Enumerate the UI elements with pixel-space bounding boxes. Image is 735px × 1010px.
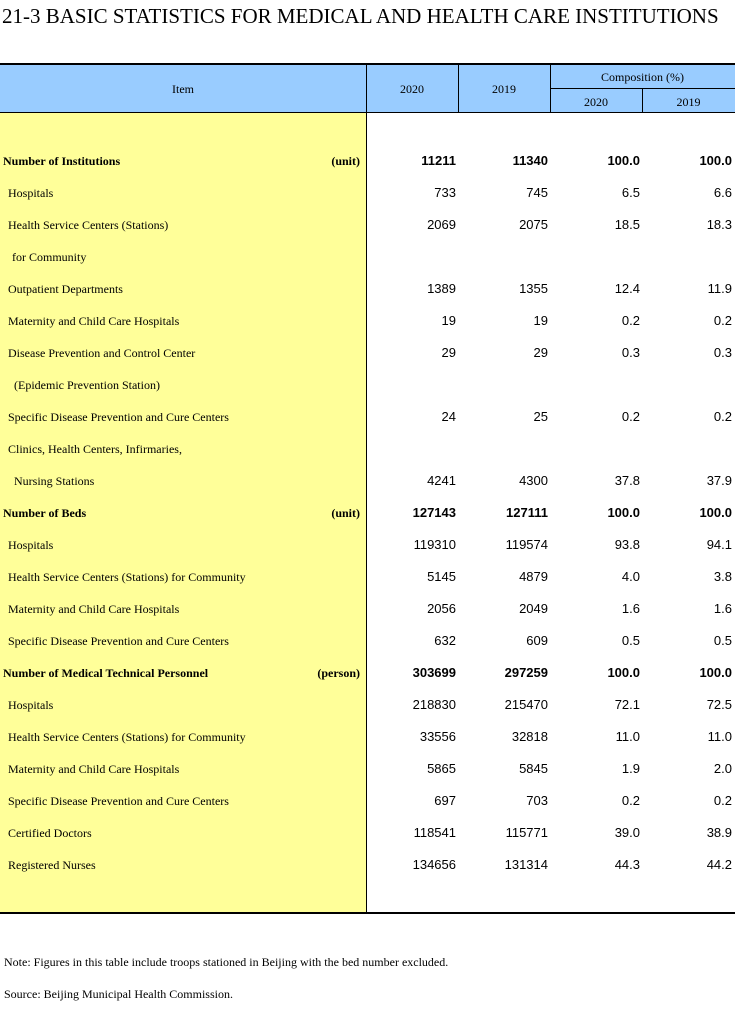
composition-2019: 37.9 xyxy=(706,473,732,488)
value-2020: 11211 xyxy=(421,153,456,168)
value-2019: 297259 xyxy=(504,665,548,680)
row-label: Registered Nurses xyxy=(8,858,96,872)
value-2019: 29 xyxy=(533,345,548,360)
value-2019: 131314 xyxy=(504,857,548,872)
composition-2020: 1.9 xyxy=(621,761,640,776)
row-label: Health Service Centers (Stations) for Community xyxy=(8,730,246,744)
composition-2019: 38.9 xyxy=(706,825,732,840)
composition-2019: 44.2 xyxy=(706,857,732,872)
row-unit: (person) xyxy=(317,666,360,680)
row-label: Maternity and Child Care Hospitals xyxy=(8,602,180,616)
value-2019: 119574 xyxy=(505,537,548,552)
value-2020: 134656 xyxy=(412,857,456,872)
table-row xyxy=(0,657,735,689)
table-row xyxy=(0,849,735,881)
composition-2019: 1.6 xyxy=(713,601,732,616)
composition-2020: 12.4 xyxy=(614,281,640,296)
row-label: Maternity and Child Care Hospitals xyxy=(8,762,180,776)
composition-2020: 44.3 xyxy=(614,857,640,872)
row-label: Specific Disease Prevention and Cure Centers xyxy=(8,794,229,808)
value-2019: 11340 xyxy=(512,153,548,168)
header-bottom-rule xyxy=(0,112,735,113)
composition-2019: 2.0 xyxy=(713,761,732,776)
header-composition: Composition (%) xyxy=(601,70,684,84)
composition-2020: 0.2 xyxy=(621,313,640,328)
value-2019: 4879 xyxy=(519,569,548,584)
composition-2019: 100.0 xyxy=(699,665,732,680)
composition-2020: 100.0 xyxy=(607,665,640,680)
row-label: Hospitals xyxy=(8,698,54,712)
row-label: Number of Institutions xyxy=(3,154,121,168)
table-row xyxy=(0,465,735,497)
table-row xyxy=(0,177,735,209)
value-2019: 32818 xyxy=(511,729,548,744)
row-label: (Epidemic Prevention Station) xyxy=(14,378,160,392)
composition-2020: 100.0 xyxy=(607,505,640,520)
table-row xyxy=(0,337,735,369)
table-row xyxy=(0,529,735,561)
table-row xyxy=(0,241,735,273)
value-2019: 19 xyxy=(533,313,548,328)
value-2020: 697 xyxy=(434,793,456,808)
table-row xyxy=(0,561,735,593)
header-2019: 2019 xyxy=(492,82,516,96)
composition-2019: 18.3 xyxy=(706,217,732,232)
composition-2019: 0.5 xyxy=(713,633,732,648)
composition-2020: 37.8 xyxy=(614,473,640,488)
row-label: for Community xyxy=(12,250,87,264)
composition-2020: 6.5 xyxy=(621,185,640,200)
table-row xyxy=(0,785,735,817)
composition-2019: 0.2 xyxy=(713,313,732,328)
composition-2019: 94.1 xyxy=(706,537,732,552)
composition-2020: 72.1 xyxy=(614,697,640,712)
table-row xyxy=(0,689,735,721)
value-2020: 2056 xyxy=(427,601,456,616)
value-2020: 119310 xyxy=(413,537,456,552)
row-unit: (unit) xyxy=(331,506,360,520)
composition-2020: 100.0 xyxy=(607,153,640,168)
table-row xyxy=(0,625,735,657)
composition-2020: 93.8 xyxy=(614,537,640,552)
row-label: Number of Medical Technical Personnel xyxy=(3,666,209,680)
table-row xyxy=(0,401,735,433)
table-row xyxy=(0,817,735,849)
row-label: Number of Beds xyxy=(3,506,87,520)
table-top-rule xyxy=(0,63,735,65)
composition-2019: 0.2 xyxy=(713,409,732,424)
table-row xyxy=(0,273,735,305)
composition-2020: 0.2 xyxy=(621,793,640,808)
table-row xyxy=(0,753,735,785)
value-2020: 5865 xyxy=(427,761,456,776)
value-2020: 4241 xyxy=(427,473,456,488)
value-2019: 703 xyxy=(526,793,548,808)
value-2020: 218830 xyxy=(412,697,456,712)
row-label: Health Service Centers (Stations) xyxy=(8,218,169,232)
composition-2019: 0.3 xyxy=(713,345,732,360)
row-unit: (unit) xyxy=(331,154,360,168)
row-label: Clinics, Health Centers, Infirmaries, xyxy=(8,442,182,456)
composition-2019: 100.0 xyxy=(699,505,732,520)
table-row xyxy=(0,209,735,241)
row-label: Disease Prevention and Control Center xyxy=(8,346,196,360)
header-divider-1 xyxy=(458,64,459,113)
value-2020: 5145 xyxy=(427,569,456,584)
value-2019: 25 xyxy=(533,409,548,424)
composition-2020: 0.3 xyxy=(621,345,640,360)
composition-2020: 39.0 xyxy=(614,825,640,840)
row-label: Specific Disease Prevention and Cure Centers xyxy=(8,634,229,648)
composition-2019: 0.2 xyxy=(713,793,732,808)
value-2020: 303699 xyxy=(412,665,456,680)
composition-2020: 0.2 xyxy=(621,409,640,424)
header-divider-3 xyxy=(642,88,643,113)
value-2019: 2075 xyxy=(519,217,548,232)
row-label: Hospitals xyxy=(8,186,54,200)
row-label: Maternity and Child Care Hospitals xyxy=(8,314,180,328)
value-2019: 2049 xyxy=(519,601,548,616)
value-2020: 2069 xyxy=(427,217,456,232)
value-2020: 1389 xyxy=(427,281,456,296)
header-item: Item xyxy=(172,82,194,96)
header-composition-2020: 2020 xyxy=(584,95,608,109)
table-row xyxy=(0,369,735,401)
value-2019: 115771 xyxy=(505,825,548,840)
value-2019: 1355 xyxy=(519,281,548,296)
value-2020: 127143 xyxy=(412,505,456,520)
table-bottom-rule xyxy=(0,912,735,914)
composition-2019: 72.5 xyxy=(706,697,732,712)
value-2020: 632 xyxy=(434,633,456,648)
value-2019: 609 xyxy=(526,633,548,648)
composition-2019: 100.0 xyxy=(699,153,732,168)
header-divider-2 xyxy=(550,64,551,113)
composition-2020: 18.5 xyxy=(614,217,640,232)
header-2020: 2020 xyxy=(400,82,424,96)
table-row xyxy=(0,721,735,753)
value-2020: 24 xyxy=(441,409,456,424)
composition-2020: 1.6 xyxy=(621,601,640,616)
composition-2020: 0.5 xyxy=(621,633,640,648)
table-row xyxy=(0,145,735,177)
page-title: 21-3 BASIC STATISTICS FOR MEDICAL AND HEALTH CARE INSTITUTIONS xyxy=(2,4,719,28)
row-label: Specific Disease Prevention and Cure Centers xyxy=(8,410,229,424)
value-2019: 4300 xyxy=(519,473,548,488)
table-source: Source: Beijing Municipal Health Commission. xyxy=(4,987,233,1001)
row-label: Hospitals xyxy=(8,538,54,552)
value-2020: 19 xyxy=(441,313,456,328)
row-label: Health Service Centers (Stations) for Community xyxy=(8,570,246,584)
value-2020: 29 xyxy=(441,345,456,360)
value-2020: 733 xyxy=(434,185,456,200)
composition-2019: 6.6 xyxy=(713,185,732,200)
composition-2020: 11.0 xyxy=(615,729,640,744)
value-2019: 5845 xyxy=(519,761,548,776)
value-2019: 215470 xyxy=(504,697,548,712)
composition-2019: 11.0 xyxy=(707,729,732,744)
value-2020: 118541 xyxy=(413,825,456,840)
value-2019: 745 xyxy=(526,185,548,200)
table-row xyxy=(0,593,735,625)
composition-2019: 3.8 xyxy=(713,569,732,584)
row-label: Outpatient Departments xyxy=(8,282,123,296)
table-note: Note: Figures in this table include troops stationed in Beijing with the bed number excluded. xyxy=(4,955,449,969)
composition-2020: 4.0 xyxy=(621,569,640,584)
value-2019: 127111 xyxy=(506,505,548,520)
header-composition-2019: 2019 xyxy=(676,95,701,109)
row-label: Certified Doctors xyxy=(8,826,92,840)
composition-2019: 11.9 xyxy=(707,281,732,296)
row-label: Nursing Stations xyxy=(14,474,95,488)
table-row xyxy=(0,305,735,337)
value-2020: 33556 xyxy=(419,729,456,744)
table-row xyxy=(0,433,735,465)
table-row xyxy=(0,497,735,529)
